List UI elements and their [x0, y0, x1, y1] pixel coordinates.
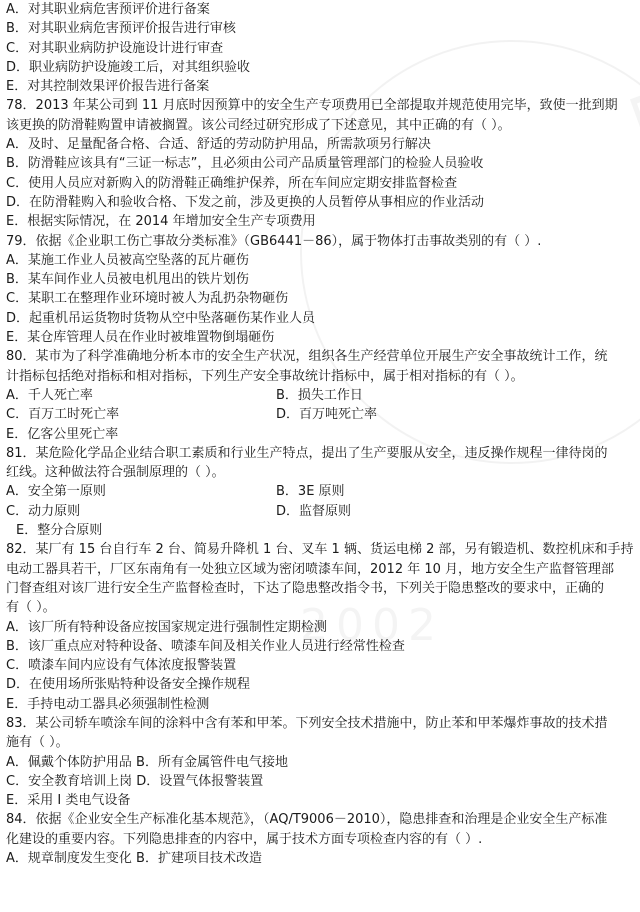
question-stem: 该更换的防滑鞋购置申请被搁置。该公司经过研究形成了下述意见，其中正确的有（ ）。: [6, 117, 511, 133]
option-line: E．手持电动工器具必须强制性检测: [6, 696, 210, 712]
option-line: C．百万工时死亡率: [6, 407, 120, 423]
option-line: C．喷漆车间内应设有气体浓度报警装置: [6, 658, 237, 674]
option-line: D．起重机吊运货物时货物从空中坠落砸伤某作业人员: [6, 310, 316, 326]
option-row: [6, 482, 634, 501]
question-stem: 79．依据《企业职工伤亡事故分类标准》（GB6441－86），属于物体打击事故类别的有（ ）.: [6, 233, 542, 249]
option-line: A．千人死亡率: [6, 387, 93, 403]
option-line: E．整分合原则: [16, 523, 103, 539]
option-line: B．3E 原则: [276, 484, 345, 500]
option-line: D．监督原则: [276, 503, 352, 519]
option-line: E．对其控制效果评价报告进行备案: [6, 79, 210, 95]
option-line: D．在防滑鞋购入和验收合格、下发之前，涉及更换的人员暂停从事相应的作业活动: [6, 194, 485, 210]
option-row: [6, 405, 634, 424]
option-row: [6, 502, 634, 521]
option-line: D．在使用场所张贴特种设备安全操作规程: [6, 677, 251, 693]
option-line: E．某仓库管理人员在作业时被堆置物倒塌砸伤: [6, 330, 275, 346]
question-stem: 门督查组对该厂进行安全生产监督检查时，下达了隐患整改指令书，下列关于隐患整改的要求中，正确的: [6, 580, 605, 596]
option-line: C．对其职业病防护设施设计进行审查: [6, 40, 224, 56]
question-stem: 82．某厂有 15 台自行车 2 台、简易升降机 1 台、叉车 1 辆、货运电梯 2 部，另有锻造机、数控机床和手持: [6, 542, 634, 558]
question-stem: 电动工器具若干，厂区东南角有一处独立区域为密闭喷漆车间，2012 年 10 月，地方安全生产监督管理部: [6, 561, 615, 577]
option-line: C．某职工在整理作业环境时被人为乱扔杂物砸伤: [6, 291, 289, 307]
question-stem: 78．2013 年某公司到 11 月底时因预算中的安全生产专项费用已全部提取并规范使用完毕，致使一批到期: [6, 98, 618, 114]
option-line: A．及时、足量配备合格、合适、舒适的劳动防护用品，所需款项另行解决: [6, 137, 431, 153]
question-content: [6, 0, 634, 868]
question-stem: 80．某市为了科学准确地分析本市的安全生产状况，组织各生产经营单位开展生产安全事故统计工作，统: [6, 349, 608, 365]
question-stem: 83．某公司轿车喷涂车间的涂料中含有苯和甲苯。下列安全技术措施中，防止苯和甲苯爆炸事故的技术措: [6, 715, 608, 731]
question-stem: 84．依据《企业安全生产标准化基本规范》，（AQ/T9006－2010），隐患排查和治理是企业安全生产标准: [6, 812, 608, 828]
option-line: E．根据实际情况，在 2014 年增加安全生产专项费用: [6, 214, 316, 230]
option-line: E．采用 I 类电气设备: [6, 793, 131, 809]
question-stem: 有（ ）。: [6, 600, 56, 616]
option-line: E．亿客公里死亡率: [6, 426, 119, 442]
option-line: B．某车间作业人员被电机甩出的铁片划伤: [6, 272, 249, 288]
question-stem: 化建设的重要内容。下列隐患排查的内容中，属于技术方面专项检查内容的有（ ）.: [6, 831, 483, 847]
question-stem: 施有（ ）。: [6, 735, 69, 751]
option-line: A．佩戴个体防护用品 B．所有金属管件电气接地: [6, 754, 288, 770]
question-stem: 红线。这种做法符合强制原理的（ ）。: [6, 465, 225, 481]
option-line: A．某施工作业人员被高空坠落的瓦片砸伤: [6, 252, 249, 268]
option-line: D．职业病防护设施竣工后，对其组织验收: [6, 59, 251, 75]
option-line: A．对其职业病危害预评价进行备案: [6, 2, 210, 17]
option-line: A．该厂所有特种设备应按国家规定进行强制性定期检测: [6, 619, 327, 635]
option-line: C．使用人员应对新购入的防滑鞋正确维护保养，所在车间应定期安排监督检查: [6, 175, 458, 191]
option-line: C．动力原则: [6, 503, 81, 519]
option-line: B．该厂重点应对特种设备、喷漆车间及相关作业人员进行经常性检查: [6, 638, 405, 654]
option-line: B．损失工作日: [276, 387, 363, 403]
question-stem: 计指标包括绝对指标和相对指标，下列生产安全事故统计指标中，属于相对指标的有（ ）。: [6, 368, 524, 384]
option-line: A．安全第一原则: [6, 484, 106, 500]
option-line: B．防滑鞋应该具有“三证一标志”，且必须由公司产品质量管理部门的检验人员验收: [6, 156, 484, 172]
option-line: B．对其职业病危害预评价报告进行审核: [6, 21, 236, 37]
option-line: C．安全教育培训上岗 D．设置气体报警装置: [6, 773, 264, 789]
option-line: D．百万吨死亡率: [276, 407, 378, 423]
option-line: A．规章制度发生变化 B．扩建项目技术改造: [6, 851, 262, 867]
question-stem: 81．某危险化学品企业结合职工素质和行业生产特点，提出了生产要服从安全，违反操作规程一律待岗的: [6, 445, 608, 461]
option-row: [6, 386, 634, 405]
